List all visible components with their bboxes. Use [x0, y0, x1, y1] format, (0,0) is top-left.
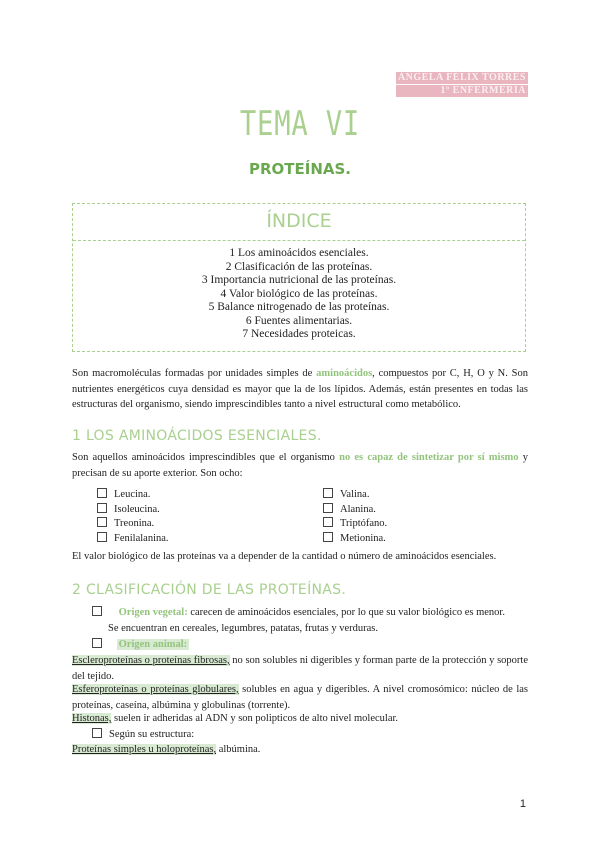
index-item: 5 Balance nitrogenado de las proteínas. [208, 301, 390, 313]
proteinas-simples-label: Proteínas simples u holoproteínas, [72, 744, 217, 755]
checkbox-icon[interactable] [323, 488, 333, 498]
histonas: Histonas, suelen ir adheridas al ADN y son polipticos de alto nivel molecular. [72, 713, 399, 724]
highlight-aminoacidos: aminoácidos [316, 368, 373, 379]
aminoacid-list-left [97, 488, 169, 546]
index-box [72, 203, 526, 352]
intro-paragraph: Son macromoléculas formadas por unidades simples de aminoácidos, compuestos por C, H, O y N. Son nutrientes energéticos cuya densidad es mayor que la de los lípidos. Además, están presentes en todas las estructuras del organismo, siendo imprescindibles tanto a nivel estructural como metabólico. [72, 368, 529, 410]
checkbox-icon[interactable] [323, 503, 333, 513]
checkbox-icon[interactable] [92, 638, 102, 648]
checkbox-icon[interactable] [92, 728, 102, 738]
list-item[interactable]: Metionina. [323, 532, 387, 547]
section1-heading: 1 LOS AMINOÁCIDOS ESENCIALES. [72, 428, 322, 444]
origen-vegetal-label: Origen vegetal: [118, 607, 188, 618]
origen-animal-label: Origen animal: [118, 639, 188, 650]
index-item: 2 Clasificación de las proteínas. [225, 260, 373, 273]
list-item[interactable]: Fenilalanina. [97, 532, 169, 547]
list-item[interactable]: Isoleucina. [97, 503, 169, 518]
index-item: 3 Importancia nutricional de las proteínas. [201, 274, 397, 286]
index-item: 6 Fuentes alimentarias. [245, 314, 353, 327]
list-item[interactable]: Alanina. [323, 503, 387, 518]
checkbox-icon[interactable] [97, 532, 107, 542]
origen-animal [92, 637, 528, 653]
checkbox-icon[interactable] [97, 517, 107, 527]
origen-vegetal-text2: Se encuentran en cereales, legumbres, patatas, frutas y verduras. [108, 623, 378, 634]
index-item: 4 Valor biológico de las proteínas. [220, 287, 378, 300]
page-title: TEMA VI [239, 104, 361, 144]
escleroproteinas: Escleroproteínas o proteínas fibrosas, no son solubles ni digeribles y forman parte de la protección y soporte del tejido. [72, 655, 528, 682]
list-item[interactable]: Treonina. [97, 517, 169, 532]
section2-heading: 2 CLASIFICACIÓN DE LAS PROTEÍNAS. [72, 582, 347, 598]
checkbox-icon[interactable] [323, 517, 333, 527]
section1-closing: El valor biológico de las proteínas va a depender de la cantidad o número de aminoácidos esenciales. [72, 551, 497, 562]
section1-paragraph: Son aquellos aminoácidos imprescindibles que el organismo no es capaz de sintetizar por sí mismo y precisan de su aporte exterior. Son ocho: [72, 452, 529, 479]
index-heading: ÍNDICE [73, 204, 525, 241]
author-tag [396, 72, 528, 98]
checkbox-icon[interactable] [92, 606, 102, 616]
list-item[interactable]: Leucina. [97, 488, 169, 503]
checkbox-icon[interactable] [323, 532, 333, 542]
aminoacid-list-right [323, 488, 387, 546]
proteinas-simples: Proteínas simples u holoproteínas, albúmina. [72, 744, 261, 755]
checkbox-icon[interactable] [97, 488, 107, 498]
index-item: 7 Necesidades proteicas. [242, 328, 356, 340]
origen-vegetal: Origen vegetal: carecen de aminoácidos esenciales, por lo que su valor biológico es menor. [92, 605, 528, 621]
index-list [73, 247, 525, 342]
page-number: 1 [519, 798, 526, 810]
author-name: ÁNGELA FÉLIX TORRES [397, 72, 526, 83]
escleroproteinas-label: Escleroproteínas o proteínas fibrosas, [72, 655, 230, 666]
esferoproteinas-label: Esferoproteínas o proteínas globulares, [72, 684, 239, 695]
highlight-no-sintetiza: no es capaz de sintetizar por sí mismo [339, 452, 519, 463]
histonas-label: Histonas, [72, 713, 112, 724]
list-item[interactable]: Triptófano. [323, 517, 387, 532]
segun-estructura: Según su estructura: [92, 727, 528, 743]
list-item[interactable]: Valina. [323, 488, 387, 503]
index-item: 1 Los aminoácidos esenciales. [229, 247, 369, 259]
page-subtitle: PROTEÍNAS. [248, 160, 352, 178]
checkbox-icon[interactable] [97, 503, 107, 513]
esferoproteinas: Esferoproteínas o proteínas globulares, solubles en agua y digeribles. A nivel cromosómico: núcleo de las proteínas, caseína, albúmina y globulinas (torrente). [72, 684, 528, 711]
author-course: 1º ENFERMERÍA [396, 85, 528, 97]
